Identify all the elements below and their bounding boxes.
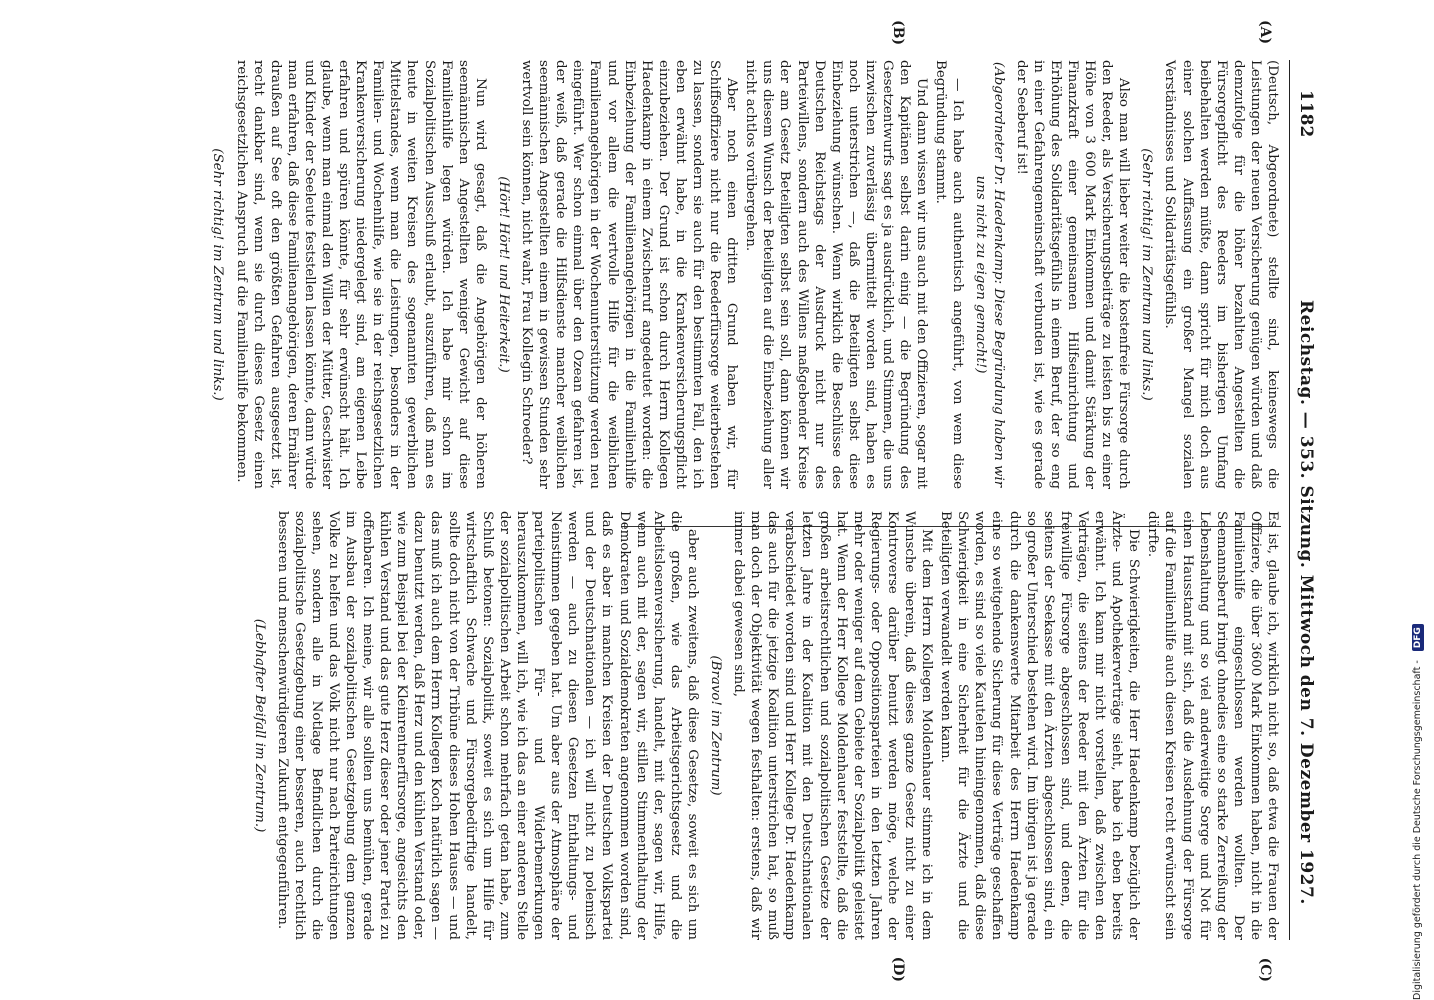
paragraph: Es ist, glaube ich, wirklich nicht so, daß etwa die Frauen der Offiziere, die über 3600 Mark Einkommen haben, nicht in die Familienhilfe eingeschlossen werden wollten. Der Seemannsberuf bringt ohnedies eine so starke Zerreißung der Lebenshaltung und so viel anderweitige Sorge und Not für einen Hausstand mit sich, daß die Ausdehnung der Fürsorge auf die Familienhilfe auch diesen Kreisen recht erwünscht sein dürfte.: [1145, 511, 1280, 940]
left-column: [121, 20, 1281, 489]
paragraph: Die Schwierigkeiten, die Herr Haedenkamp bezüglich der Ärzte- und Apothekerverträge sieht, habe ich eben bereits erwähnt. Ich kann mir nicht vorstellen, daß zwischen den Verträgen, die seitens der Reeder mit den Ärzten für die freiwillige Fürsorge abgeschlossen sind, und denen, die seitens der Seekasse mit den Ärzten abgeschlossen sind, ein so großer Unterschied bestehen wird. Im übrigen ist ja gerade durch die dankenswerte Mitarbeit des Herrn Haedenkamp eine so weitgehende Sicherung für diese Verträge geschaffen worden, es sind so viele Kautelen hineingenommen, daß diese Schwierigkeit in eine Sicherheit für die Ärzte und die Beteiligten verwandelt werden kann.: [938, 511, 1142, 940]
rotated-document-page: [100, 0, 1330, 1000]
digitization-credit-strip: [1410, 0, 1426, 1000]
interjection: (Sehr richtig! im Zentrum und links.): [210, 148, 226, 401]
text-columns: [121, 20, 1289, 982]
paragraph: Mit dem Herrn Kollegen Moldenhauer stimme ich in dem Wunsche überein, daß dieses ganze Gesetz nicht zu einer Kontroverse darüber benutzt werden möge, welche der Regierungs- oder Oppositionsparteien in den letzten Jahren mehr oder weniger auf dem Gebiete der Sozialpolitik geleistet hat. Wenn der Herr Kollege Moldenhauer feststellte, daß die großen arbeitsrechtlichen und sozialpolitischen Gesetze der letzten Jahre in der Koalition mit den Deutschnationalen verabschiedet worden sind und Herr Kollege Dr. Haedenkamp das auch für die jetzige Koalition unterstrichen hat, so muß man doch der Objektivität wegen festhalten: erstens, daß wir immer dabei gewesen sind,: [731, 511, 935, 940]
margin-marker-b: (B): [890, 20, 906, 46]
paragraph: Und dann wissen wir uns auch mit den Offizieren, sogar mit den Kapitänen selbst darin einig — die Begründung des Gesetzentwurfs sagt es ja ausdrücklich, und Stimmen, die uns inzwischen zuverlässig übermittelt worden sind, haben es noch unterstrichen —, daß die Beteiligten selbst diese Einbeziehung wünschen. Wenn wirklich die Beschlüsse des Deutschen Reichstags der Ausdruck nicht nur des Parteiwillens, sondern auch des Willens maßgebender Kreise der am Gesetz Beteiligten selbst sein soll, dann können wir uns diesem Wunsch der Beteiligten auf die Einbeziehung aller nicht achtlos vorübergehen.: [743, 60, 930, 489]
dfg-logo: DFG: [1412, 624, 1424, 651]
interjection: (Bravo! im Zentrum): [708, 655, 723, 796]
paragraph: Nun wird gesagt, daß die Angehörigen der höheren seemännischen Angestellten weniger Gewicht auf diese Familienhilfe legen würden. Ich habe mir schon im Sozialpolitischen Ausschuß erlaubt, auszuführen, daß man es heute in weiten Kreisen des sogenannten gewerblichen Mittelstandes, wenn man die Leistungen, besonders in der Familien- und Wochenhilfe, wie sie in der reichsgesetzlichen Krankenversicherung niedergelegt sind, am eigenen Leibe erfahren und spüren könnte, für sehr erwünscht hält. Ich glaube, wenn man einmal den Willen der Mütter, Geschwister und Kinder der Seeleute feststellen lassen könnte, dann würde man erfahren, daß diese Familienangehörigen, deren Ernährer draußen auf See oft den größten Gefahren ausgesetzt ist, recht dankbar sind, wenn sie durch dieses Gesetz einen reichsgesetzlichen Anspruch auf die Familienhilfe bekommen.: [233, 60, 488, 489]
interjection: (Abgeordneter Dr. Haedenkamp: Diese Begründung haben wir uns nicht zu eigen gemacht!): [973, 61, 1006, 488]
page-title: Reichstag. — 353. Sitzung. Mittwoch den 7. Dezember 1927.: [1296, 300, 1316, 905]
page-header: [1289, 60, 1320, 940]
margin-marker-a: (A): [1257, 20, 1273, 45]
digitization-credit-text: Digitalisierung gefördert durch die Deutsche Forschungsgemeinschaft -: [1412, 660, 1423, 1000]
paragraph: — Ich habe auch authentisch angeführt, von wem diese Begründung stammt.: [933, 60, 966, 489]
margin-marker-d: (D): [890, 956, 906, 982]
interjection: (Sehr richtig! im Zentrum und links.): [1139, 148, 1155, 401]
page-number: 1182: [1296, 90, 1316, 138]
interjection: (Lebhafter Beifall im Zentrum.): [251, 618, 267, 833]
paragraph: Also man will lieber weiter die kostenfreie Fürsorge durch den Reeder, als Versicherungsbeiträge zu leisten bis zu einer Höhe von 3 600 Mark Einkommen und damit Stärkung der Finanzkraft einer gemeinsamen Hilfseinrichtung und Erhöhung des Solidaritätsgefühls in einem Beruf, der so eng in einer Gefahrengemeinschaft verbunden ist, wie es gerade der Seeberuf ist!: [1013, 60, 1132, 489]
interjection: (Hört! Hört! und Heiterkeit.): [495, 176, 511, 373]
paragraph: Aber noch einen dritten Grund haben wir, für Schiffsoffiziere nicht nur die Reederfürsorge weiterbestehen zu lassen, sondern sie auch für den bestimmten Fall, den ich eben erwähnt habe, in die Krankenversicherungspflicht einzubeziehen. Der Grund ist schon durch Herrn Kollegen Haedenkamp in einem Zwischenruf angedeutet worden: die Einbeziehung der Familienangehörigen in die Familienhilfe und vor allem die wertvolle Hilfe für die weiblichen Familienangehörigen in der Wochenunterstützung werden neu eingeführt. Wer schon einmal über den Ozean gefahren ist, der weiß, daß gerade die Hilfsdienste mancher weiblichen seemännischen Angestellten einem in gewissen Stunden sehr wertvoll sein können, nicht wahr, Frau Kollegin Schroeder?: [519, 60, 740, 489]
paragraph: aber auch zweitens, daß diese Gesetze, soweit es sich um die großen, wie das Arbeitsgerichtsgesetz und die Arbeitslosenversicherung, handelt, mit der, sagen wir, Hilfe, wenn auch mit der, sagen wir, stillen Stimmenthaltung der Demokraten und Sozialdemokraten angenommen worden sind, daß es aber in manchen Kreisen der Deutschen Volkspartei und der Deutschnationalen — ich will nicht zu polemisch werden — auch zu diesen Gesetzen Enthaltungs- und Neinstimmen gegeben hat. Um aber aus der Atmosphäre der parteipolitischen Für- und Widerbemerkungen herauszukommen, will ich, wie ich das an einer anderen Stelle der sozialpolitischen Arbeit schon mehrfach getan habe, zum Schluß betonen: Sozialpolitik, soweit es sich um Hilfe für wirtschaftlich Schwache und Fürsorgebedürftige handelt, sollte doch nicht von der Tribüne dieses Hohen Hauses — und das muß ich auch dem Herrn Kollegen Koch natürlich sagen — dazu benutzt werden, daß Herz und den kühlen Verstand oder, wie zum Beispiel bei der Kleinrentnerfürsorge, angesichts den kühlen Verstand und das gute Herz dieser oder jener Partei zu offenbaren. Ich meine, wir alle sollten uns bemühen, gerade im Ausbau der sozialpolitischen Gesetzgebung dem ganzen Volke zu helfen und das Volk nicht nur nach Parteirichtungen sehen, sondern alle in Notlage Befindlichen durch die sozialpolitische Gesetzgebung einer besseren, auch rechtlich besseren und menschenwürdigeren Zukunft entgegenführen.: [274, 511, 700, 940]
paragraph: (Deutsch, Abgeordnete) stellte sind, keineswegs die Leistungen der neuen Versicherung genügen würden und daß demzufolge für die höher bezahlten Angestellten die Fürsorgepflicht des Reeders im bisherigen Umfang beibehalten werden müßte, dann spricht für mich doch aus einer solchen Auffassung ein großer Mangel sozialen Verständnisses und Solidaritätsgefühls.: [1162, 60, 1280, 489]
right-column: [121, 511, 1281, 982]
margin-marker-c: (C): [1257, 957, 1273, 982]
